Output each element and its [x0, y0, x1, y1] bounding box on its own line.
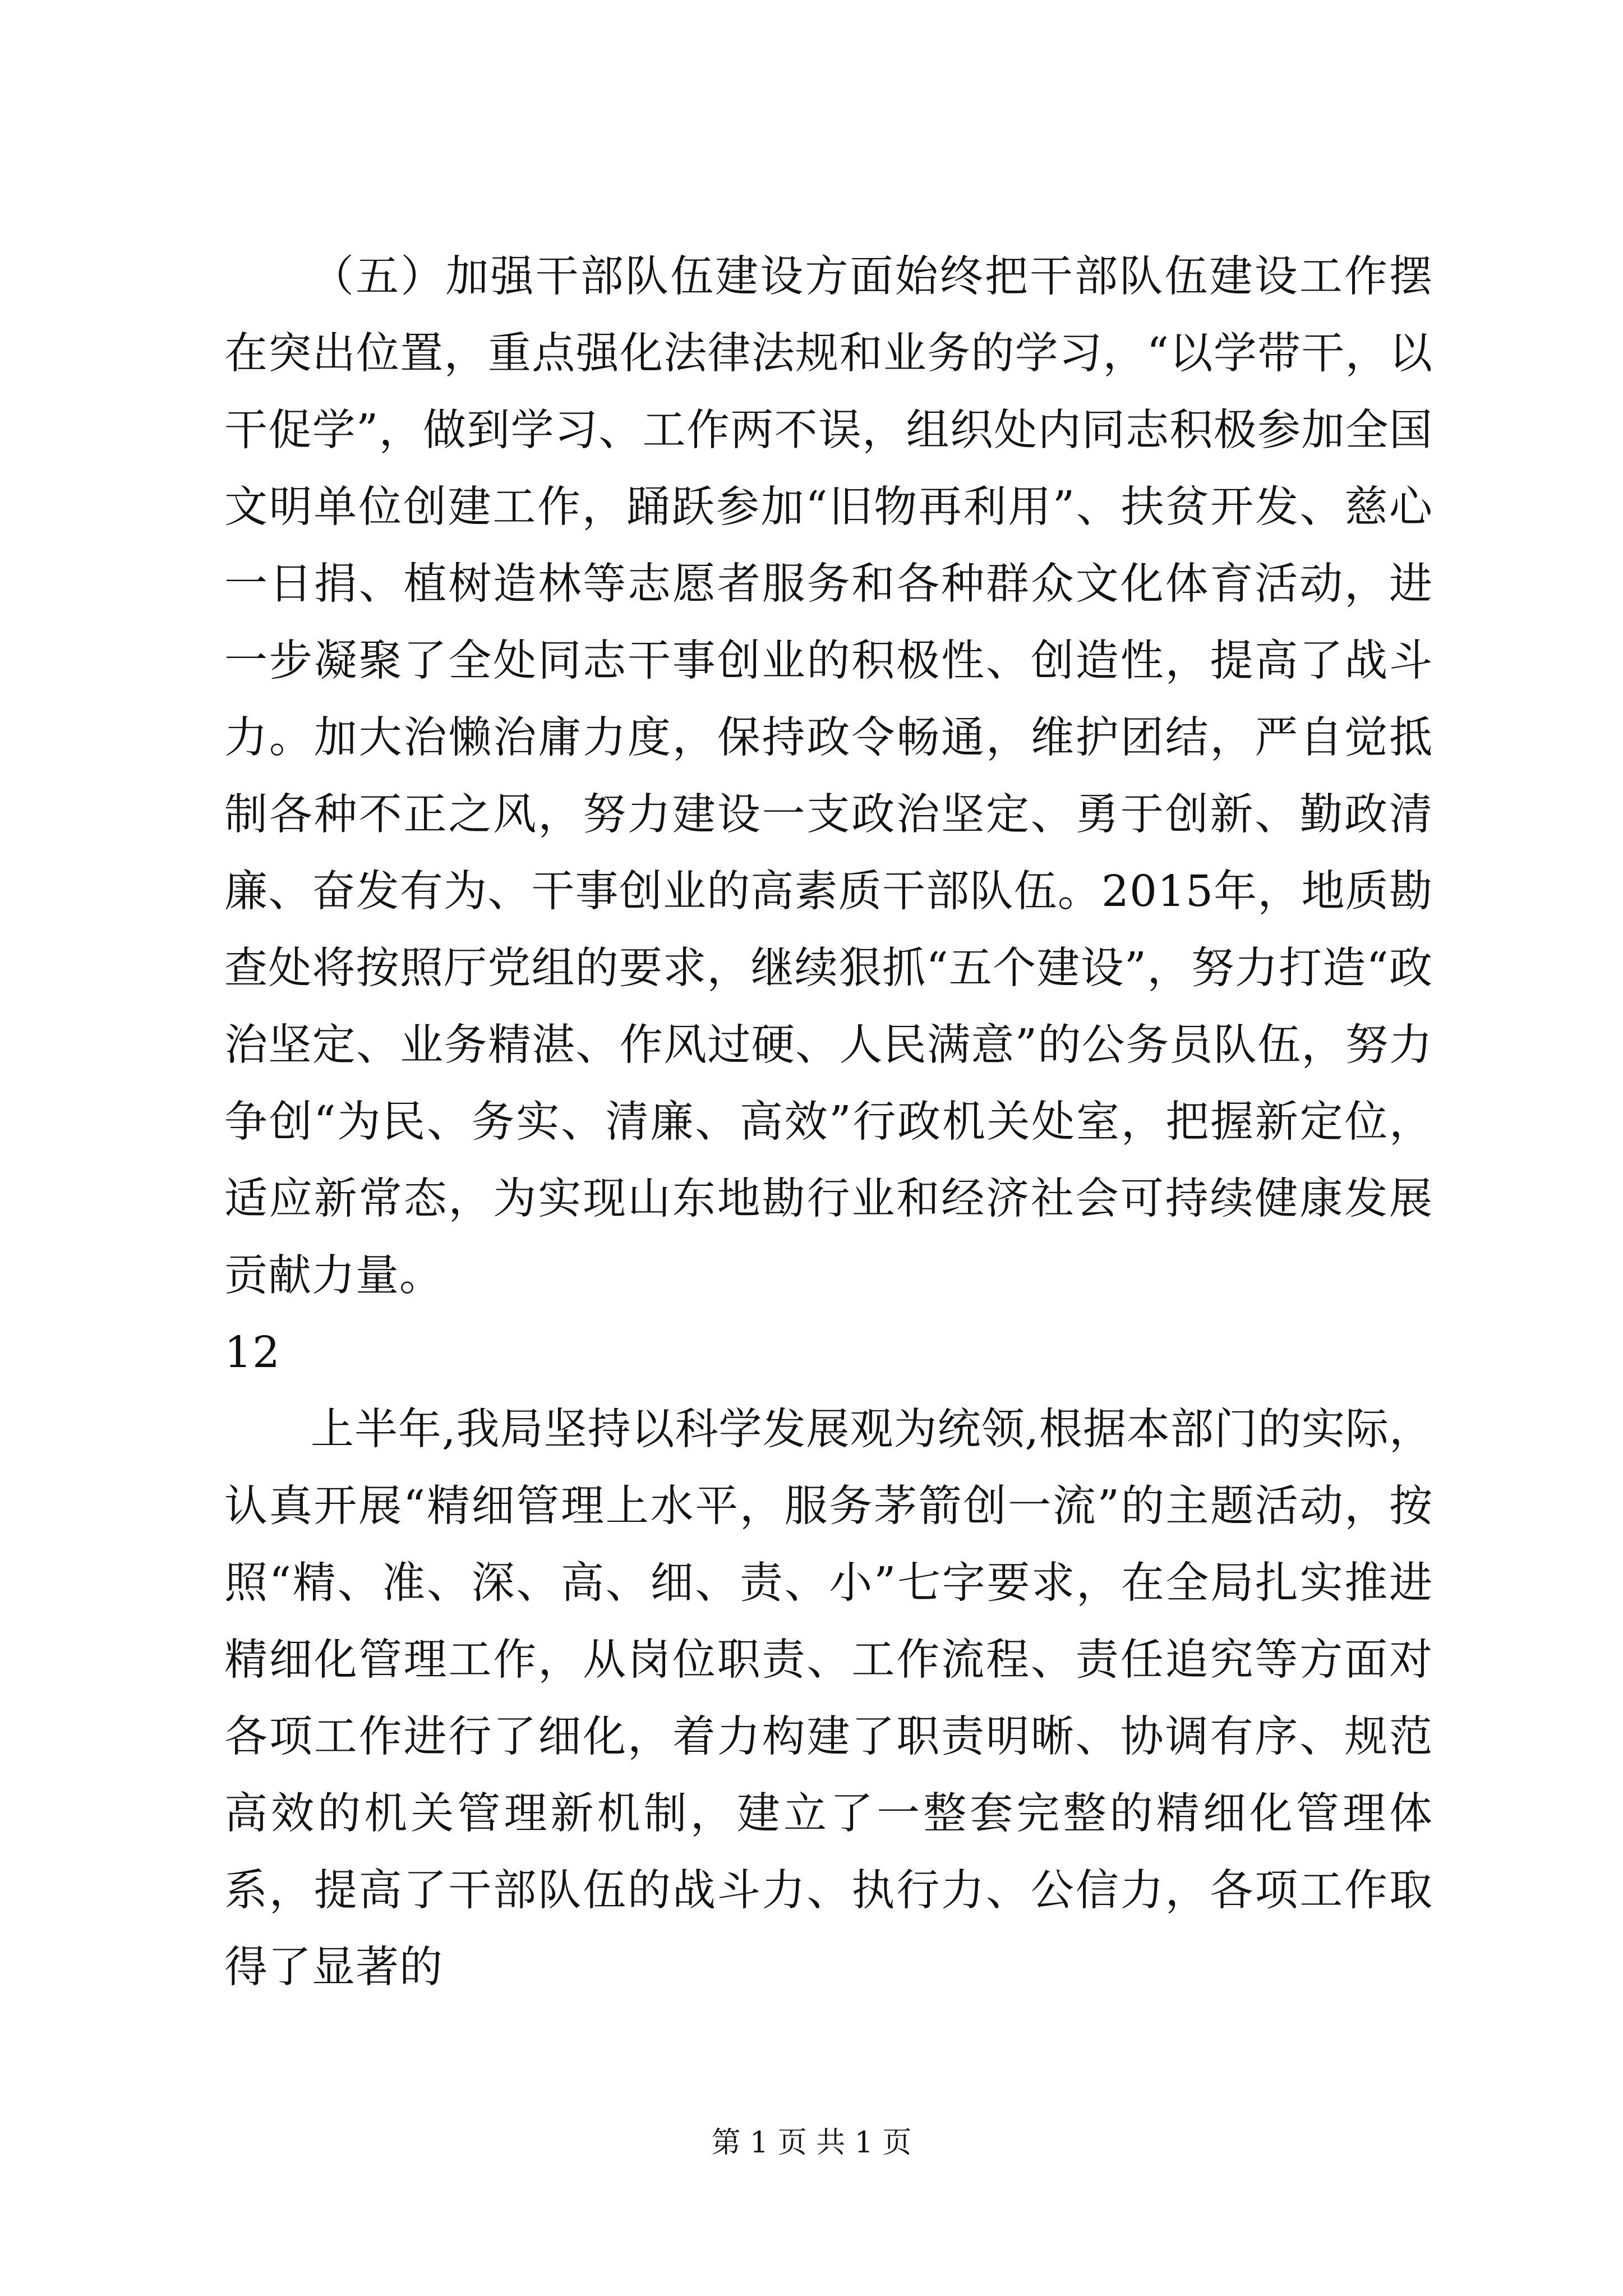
page-fragment-number: 12 — [224, 1328, 280, 1378]
paragraph-cadre-team: （五）加强干部队伍建设方面始终把干部队伍建设工作摆在突出位置，重点强化法律法规和业务的学习，“以学带干，以干促学”，做到学习、工作两不误，组织处内同志积极参加全国文明单位创建工作，踊跃参加“旧物再利用”、扶贫开发、慈心一日捐、植树造林等志愿者服务和各种群众文化体育活动，进一步凝聚了全处同志干事创业的积极性、创造性，提高了战斗力。加大治懒治庸力度，保持政令畅通，维护团结，严自觉抵制各种不正之风，努力建设一支政治坚定、勇于创新、勤政清廉、奋发有为、干事创业的高素质干部队伍。2015年，地质勘查处将按照厅党组的要求，继续狠抓“五个建设”，努力打造“政治坚定、业务精湛、作风过硬、人民满意”的公务员队伍，努力争创“为民、务实、清廉、高效”行政机关处室，把握新定位，适应新常态，为实现山东地勘行业和经济社会可持续健康发展贡献力量。 — [224, 252, 1433, 1301]
page-footer: 第 1 页 共 1 页 — [711, 2126, 912, 2160]
paragraph-first-half-year: 上半年,我局坚持以科学发展观为统领,根据本部门的实际，认真开展“精细管理上水平，服务茅箭创一流”的主题活动，按照“精、准、深、高、细、责、小”七字要求，在全局扎实推进精细化管理工作，从岗位职责、工作流程、责任追究等方面对各项工作进行了细化，着力构建了职责明晰、协调有序、规范高效的机关管理新机制，建立了一整套完整的精细化管理体系，提高了干部队伍的战斗力、执行力、公信力，各项工作取得了显著的 — [224, 1405, 1433, 1993]
document-body — [224, 238, 1433, 2006]
